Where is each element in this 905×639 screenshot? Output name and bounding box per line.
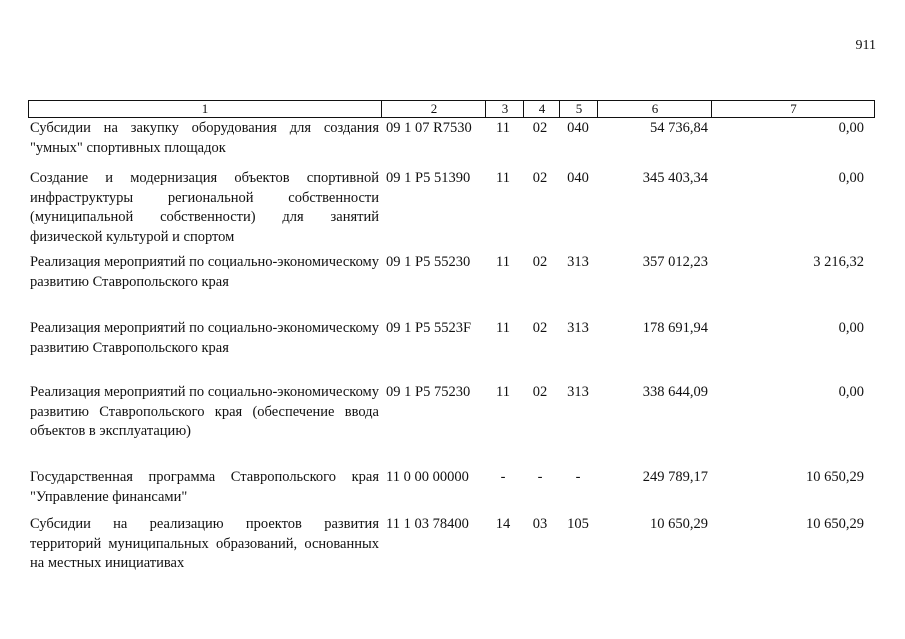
row-code: 09 1 P5 55230 [386, 254, 471, 270]
budget-table [28, 100, 875, 571]
row-name: Реализация мероприятий по социально-экономическому развитию Ставропольского края (обеспечение ввода объектов в эксплуатацию) [30, 384, 379, 439]
row-col-3: 11 [496, 320, 510, 336]
row-col-7: 10 650,29 [806, 516, 864, 532]
row-name: Субсидии на закупку оборудования для создания "умных" спортивных площадок [30, 120, 379, 156]
row-col-6: 357 012,23 [642, 254, 708, 270]
row-col-7: 3 216,32 [813, 254, 864, 270]
row-col-3: 11 [496, 120, 510, 136]
header-col-1: 1 [201, 101, 209, 116]
header-col-6: 6 [597, 101, 712, 117]
row-code: 09 1 P5 51390 [386, 170, 471, 186]
row-col-3: 14 [495, 516, 511, 532]
row-code: 09 1 P5 75230 [386, 384, 471, 400]
row-name: Реализация мероприятий по социально-экономическому развитию Ставропольского края [30, 320, 379, 356]
row-col-4: 03 [532, 516, 548, 532]
row-name: Реализация мероприятий по социально-экономическому развитию Ставропольского края [30, 254, 379, 290]
row-name: Субсидии на реализацию проектов развития территорий муниципальных образований, основанных на местных инициативах [30, 516, 379, 571]
row-col-6: 54 736,84 [650, 120, 708, 136]
row-code: 11 0 00 00000 [386, 469, 469, 485]
row-col-5: - [575, 469, 581, 485]
row-col-5: 313 [567, 254, 589, 270]
row-col-3: 11 [496, 384, 510, 400]
header-col-3: 3 [485, 101, 524, 117]
row-col-5: 040 [567, 170, 589, 186]
row-col-5: 313 [567, 384, 589, 400]
header-col-4: 4 [523, 101, 560, 117]
row-col-5: 105 [567, 516, 589, 532]
row-col-4: 02 [532, 170, 548, 186]
row-code: 09 1 07 R7530 [386, 120, 472, 136]
row-col-4: 02 [532, 320, 548, 336]
header-col-2: 2 [381, 101, 486, 117]
row-col-6: 249 789,17 [642, 469, 708, 485]
row-col-7: 0,00 [838, 120, 864, 136]
row-col-5: 040 [567, 120, 589, 136]
row-name: Государственная программа Ставропольского края "Управление финансами" [30, 469, 379, 505]
page-number: 911 [855, 38, 876, 53]
table-header [28, 100, 875, 118]
row-col-3: - [500, 469, 506, 485]
row-col-6: 178 691,94 [642, 320, 708, 336]
row-name: Создание и модернизация объектов спортивной инфраструктуры региональной собственности (муниципальной собственности) для занятий физической культурой и спортом [30, 170, 379, 245]
row-col-6: 345 403,34 [642, 170, 708, 186]
row-code: 09 1 P5 5523F [386, 320, 472, 336]
row-col-6: 338 644,09 [642, 384, 708, 400]
row-col-3: 11 [496, 254, 510, 270]
row-col-3: 11 [496, 170, 510, 186]
header-col-5: 5 [559, 101, 598, 117]
row-col-7: 0,00 [838, 170, 864, 186]
header-col-7: 7 [711, 101, 875, 117]
row-col-7: 0,00 [838, 320, 864, 336]
row-col-4: 02 [532, 120, 548, 136]
row-code: 11 1 03 78400 [386, 516, 469, 532]
row-col-4: 02 [532, 254, 548, 270]
row-col-6: 10 650,29 [650, 516, 708, 532]
row-col-4: 02 [532, 384, 548, 400]
row-col-7: 0,00 [838, 384, 864, 400]
row-col-7: 10 650,29 [806, 469, 864, 485]
row-col-5: 313 [567, 320, 589, 336]
row-col-4: - [537, 469, 543, 485]
